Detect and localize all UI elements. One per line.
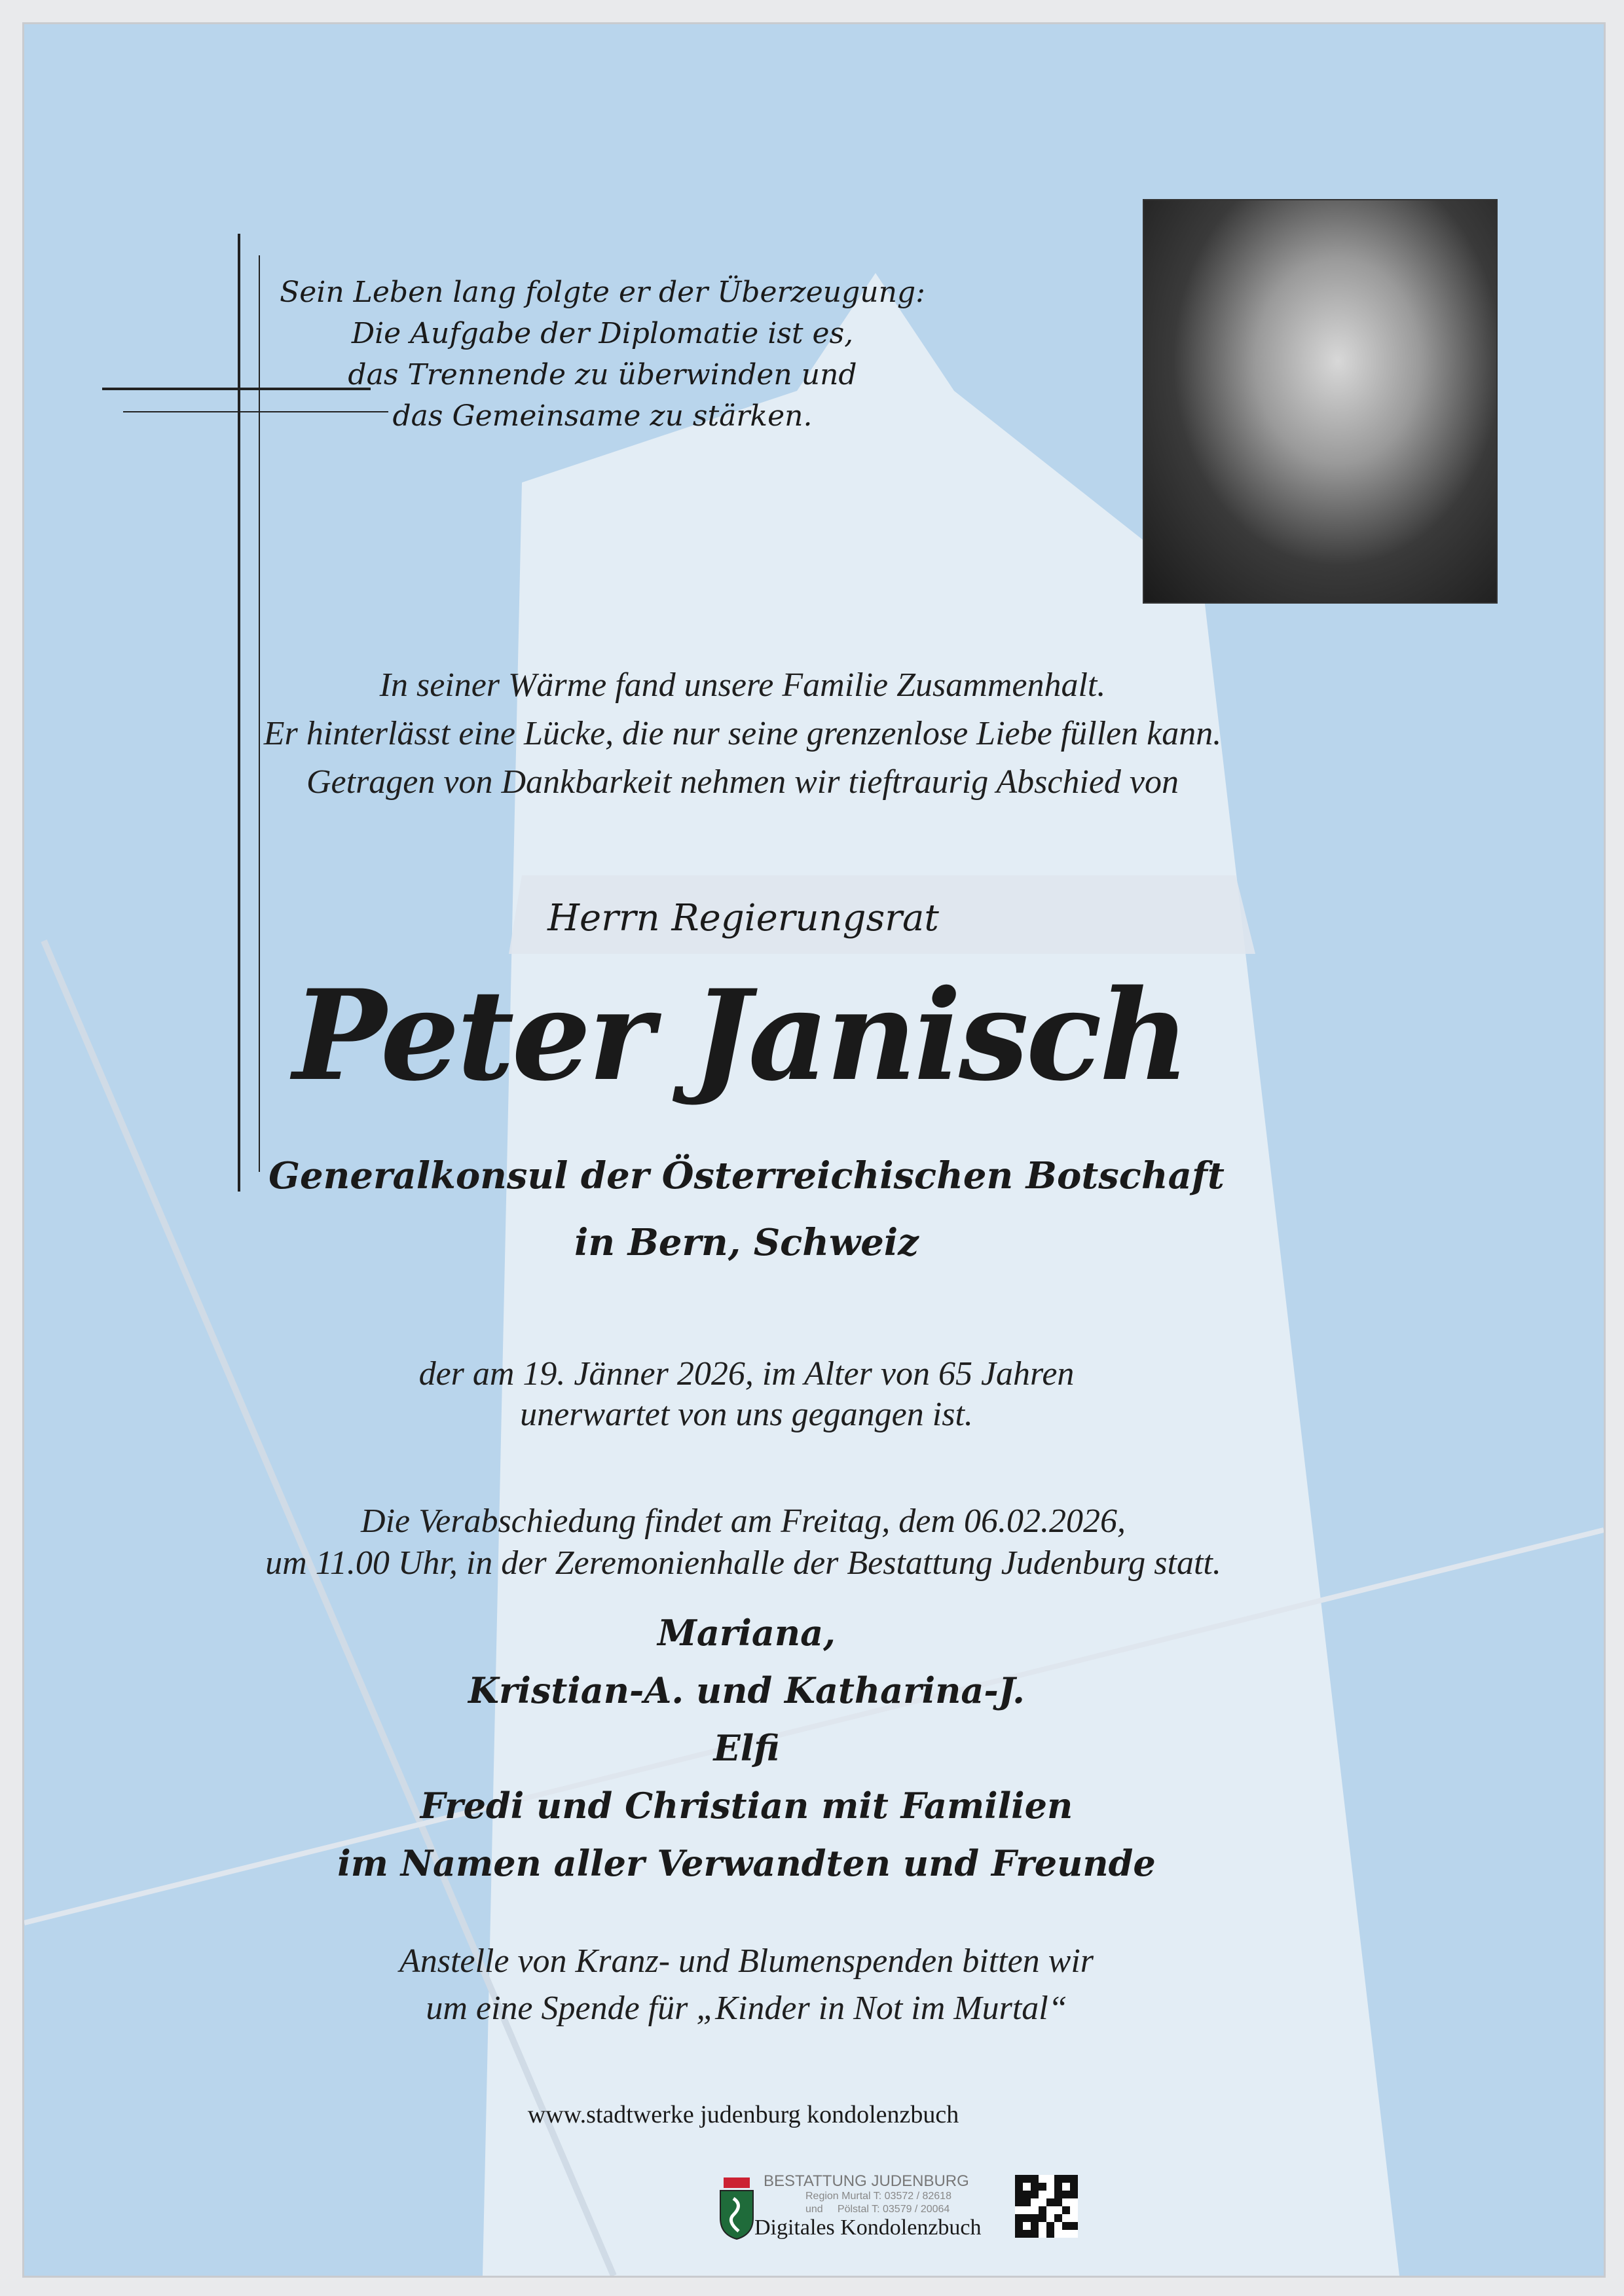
donation-line: Anstelle von Kranz- und Blumenspenden bitten wir: [399, 1942, 1094, 1980]
mourner-line: Fredi und Christian mit Familien: [420, 1785, 1073, 1827]
quote-line: das Trennende zu überwinden und: [348, 358, 857, 392]
qr-code-icon[interactable]: [1015, 2175, 1078, 2238]
mourner-line: Elfi: [713, 1727, 780, 1769]
company-name: BESTATTUNG JUDENBURG: [764, 2172, 969, 2190]
intro-line: Er hinterlässt eine Lücke, die nur seine grenzenlose Liebe füllen kann.: [263, 715, 1222, 752]
position-line: in Bern, Schweiz: [574, 1221, 919, 1264]
honorific: Herrn Regierungsrat: [547, 897, 939, 939]
death-line: der am 19. Jänner 2026, im Alter von 65 Jahren: [418, 1355, 1075, 1393]
quote-line: das Gemeinsame zu stärken.: [392, 399, 813, 433]
quote: [0, 272, 1414, 437]
position-line: Generalkonsul der Österreichischen Botschaft: [268, 1154, 1225, 1197]
phone-poelstal: und Pölstal T: 03579 / 20064: [805, 2204, 950, 2215]
intro-text: [0, 661, 1555, 807]
mourners: [0, 1604, 1559, 1892]
quote-line: Die Aufgabe der Diplomatie ist es,: [351, 317, 854, 350]
phone-murtal: Region Murtal T: 03572 / 82618: [805, 2191, 951, 2202]
deceased-name: Peter Janisch: [293, 962, 1187, 1108]
position: [0, 1142, 1559, 1276]
ceremony-line: um 11.00 Uhr, in der Zeremonienhalle der Bestattung Judenburg statt.: [265, 1544, 1221, 1582]
mourner-line: Mariana,: [657, 1612, 836, 1654]
donation-text: [0, 1938, 1559, 2032]
mourner-line: Kristian-A. und Katharina-J.: [468, 1669, 1025, 1711]
intro-line: In seiner Wärme fand unsere Familie Zusammenhalt.: [379, 666, 1106, 704]
death-text: [0, 1354, 1559, 1435]
ceremony-text: [0, 1501, 1555, 1584]
mourner-line: im Namen aller Verwandten und Freunde: [337, 1842, 1156, 1884]
ceremony-line: Die Verabschiedung findet am Freitag, dem 06.02.2026,: [361, 1503, 1126, 1540]
footer: [714, 2172, 1080, 2244]
donation-line: um eine Spende für „Kinder in Not im Murtal“: [426, 1990, 1067, 2027]
intro-line: Getragen von Dankbarkeit nehmen wir tieftraurig Abschied von: [306, 763, 1179, 801]
digital-condolence-book: Digitales Kondolenzbuch: [754, 2215, 982, 2240]
death-line: unerwartet von uns gegangen ist.: [520, 1396, 973, 1433]
website-link[interactable]: www.stadtwerke judenburg kondolenzbuch: [527, 2101, 959, 2128]
coat-of-arms-icon: [714, 2172, 760, 2241]
quote-line: Sein Leben lang folgte er der Überzeugung:: [280, 276, 925, 309]
